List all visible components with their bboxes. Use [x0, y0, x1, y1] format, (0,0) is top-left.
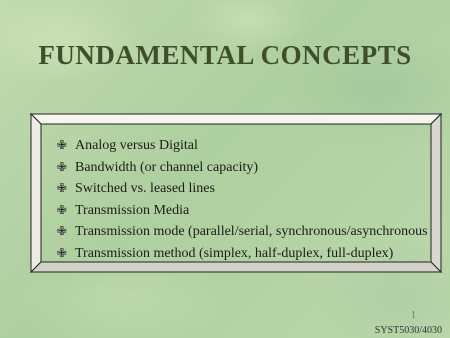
box-top-bevel: [31, 114, 441, 124]
page-number: 1: [411, 310, 416, 321]
hollow-cross-bullet-icon: ✙: [57, 181, 68, 195]
bullet-item: [57, 178, 428, 200]
bullet-list: [57, 135, 428, 264]
hollow-cross-bullet-icon: ✙: [57, 245, 68, 260]
bullet-text: Transmission Media: [75, 202, 190, 218]
bullet-text: Transmission mode (parallel/serial, synchronous/asynchronous: [75, 224, 428, 239]
bullet-item: [57, 135, 428, 157]
course-code: SYST5030/4030: [374, 325, 442, 336]
bullet-item: [57, 200, 428, 222]
hollow-cross-bullet-icon: ✙: [57, 159, 68, 174]
bullet-item: [57, 243, 428, 265]
hollow-cross-bullet-icon: ✙: [57, 224, 68, 238]
bullet-item: [57, 221, 428, 243]
hollow-cross-bullet-icon: ✙: [57, 138, 68, 152]
box-right-bevel: [431, 114, 441, 272]
bullet-text: Switched vs. leased lines: [75, 181, 215, 196]
slide-title: FUNDAMENTAL CONCEPTS: [38, 40, 412, 70]
hollow-cross-bullet-icon: ✙: [57, 202, 68, 217]
bullet-item: [57, 157, 428, 179]
bullet-text: Transmission method (simplex, half-duplex, full-duplex): [75, 245, 394, 261]
bullet-text: Analog versus Digital: [75, 138, 198, 153]
bullet-text: Bandwidth (or channel capacity): [75, 159, 259, 175]
box-left-bevel: [31, 114, 41, 272]
